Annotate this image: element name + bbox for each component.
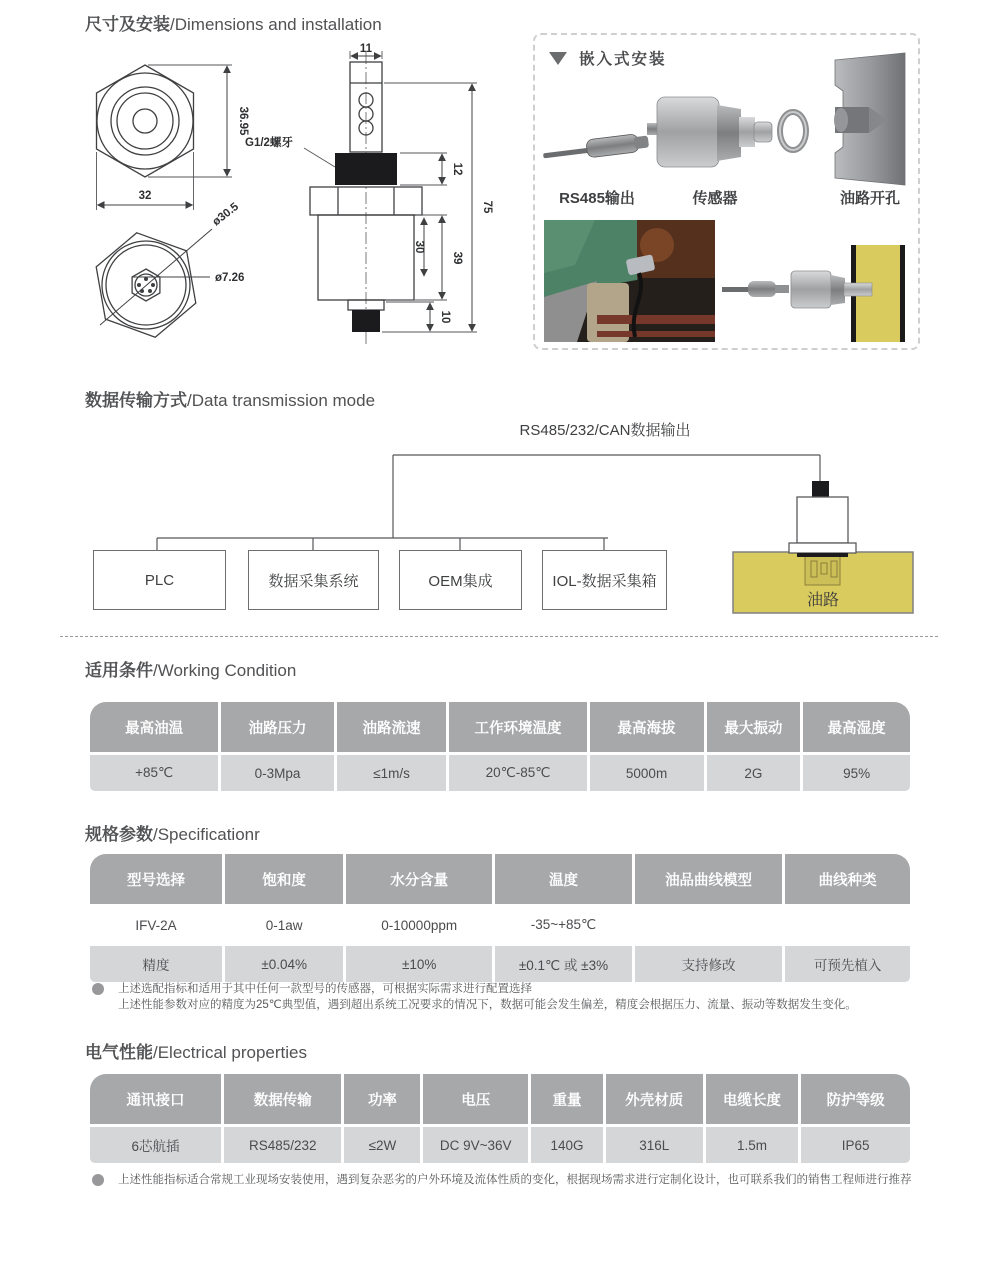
dim-thread-len: 12 — [451, 162, 463, 176]
table-header-cell: 电缆长度 — [706, 1074, 799, 1124]
table-cell: 精度 — [90, 946, 222, 982]
specification-table — [90, 854, 910, 982]
node-daq-system: 数据采集系统 — [248, 550, 379, 610]
table-cell: ≤1m/s — [337, 755, 447, 791]
dim-total-len: 75 — [481, 200, 493, 214]
spec-note — [90, 981, 930, 1013]
rs485-cable-graphic — [542, 133, 649, 164]
table-cell: +85℃ — [90, 755, 218, 791]
node-iol-box: IOL-数据采集箱 — [542, 550, 667, 610]
title-en: /Specificationr — [153, 825, 260, 844]
section-title-working — [85, 656, 296, 681]
spec-note-line1: 上述选配指标和适用于其中任何一款型号的传感器，可根据实际需求进行配置选择 — [118, 983, 532, 995]
side-view — [245, 43, 493, 345]
thread-label: G1/2螺牙 — [245, 137, 293, 149]
table-cell — [635, 907, 782, 943]
table-cell: ±0.04% — [225, 946, 343, 982]
table-header-cell: 油路流速 — [337, 702, 447, 752]
title-zh: 规格参数 — [85, 825, 153, 844]
title-zh: 尺寸及安装 — [85, 15, 170, 34]
table-header-cell: 重量 — [531, 1074, 603, 1124]
table-cell: 0-10000ppm — [346, 907, 492, 943]
section-title-spec — [85, 820, 260, 845]
table-header-cell: 型号选择 — [90, 854, 222, 904]
oil-line-sensor — [733, 481, 913, 613]
table-cell: 0-1aw — [225, 907, 343, 943]
table-cell: 140G — [531, 1127, 603, 1163]
front-view-hex — [97, 65, 250, 210]
dim-body-len: 39 — [451, 251, 463, 265]
dim-inner-len: 30 — [413, 240, 425, 254]
dim-tip-len: 10 — [439, 310, 451, 324]
table-header-cell: 最高海拔 — [590, 702, 704, 752]
table-cell: 20℃-85℃ — [449, 755, 586, 791]
node-plc: PLC — [93, 550, 226, 610]
o-ring-graphic — [780, 112, 806, 150]
table-header-cell: 电压 — [423, 1074, 528, 1124]
section-title-electrical — [85, 1038, 307, 1063]
embedded-install-panel — [533, 33, 920, 350]
bus-label: RS485/232/CAN数据输出 — [519, 422, 691, 439]
table-cell: 0-3Mpa — [221, 755, 333, 791]
bullet-icon — [92, 1174, 104, 1186]
title-zh: 适用条件 — [85, 661, 153, 680]
dim-hex-height: 36.95 — [237, 106, 249, 136]
working-condition-table — [90, 702, 910, 791]
dim-dia-outer: ø30.5 — [210, 200, 242, 229]
table-cell: ±0.1℃ 或 ±3% — [495, 946, 632, 982]
dim-hex-width: 32 — [138, 190, 152, 202]
table-header-cell: 油品曲线模型 — [635, 854, 782, 904]
table-cell: -35~+85℃ — [495, 907, 632, 943]
dashed-divider — [60, 636, 938, 637]
table-header-cell: 最大振动 — [707, 702, 801, 752]
table-header-cell: 曲线种类 — [785, 854, 910, 904]
electrical-table — [90, 1074, 910, 1163]
sensor-graphic — [647, 97, 772, 167]
table-cell: 6芯航插 — [90, 1127, 221, 1163]
table-cell: IFV-2A — [90, 907, 222, 943]
rear-view-hex — [96, 200, 244, 337]
table-cell: 95% — [803, 755, 910, 791]
table-header-cell: 防护等级 — [801, 1074, 910, 1124]
table-header-cell: 油路压力 — [221, 702, 333, 752]
bullet-icon — [92, 983, 104, 995]
section-title-transmission — [85, 386, 375, 411]
table-header-cell: 工作环境温度 — [449, 702, 586, 752]
table-header-cell: 温度 — [495, 854, 632, 904]
installation-photo — [544, 220, 715, 342]
title-en: /Data transmission mode — [187, 391, 376, 410]
table-header-cell: 最高湿度 — [803, 702, 910, 752]
table-cell: 316L — [606, 1127, 703, 1163]
table-header-cell: 水分含量 — [346, 854, 492, 904]
table-header-cell: 功率 — [344, 1074, 420, 1124]
panel-label-sensor: 传感器 — [692, 190, 738, 207]
table-cell: 可预先植入 — [785, 946, 910, 982]
dim-top-width: 11 — [359, 43, 373, 55]
oil-block-graphic — [834, 53, 905, 185]
table-header-cell: 数据传输 — [224, 1074, 341, 1124]
panel-title: 嵌入式安装 — [579, 51, 667, 68]
title-en: /Working Condition — [153, 661, 297, 680]
table-cell: 2G — [707, 755, 801, 791]
panel-label-rs485: RS485输出 — [559, 190, 635, 207]
table-header-cell: 最高油温 — [90, 702, 218, 752]
table-header-cell: 外壳材质 — [606, 1074, 703, 1124]
oil-label: 油路 — [806, 592, 840, 609]
title-en: /Dimensions and installation — [170, 15, 382, 34]
table-cell: DC 9V~36V — [423, 1127, 528, 1163]
electrical-note-line: 上述性能指标适合常规工业现场安装使用，遇到复杂恶劣的户外环境及流体性质的变化，根据现场需求进行定制化设计，也可联系我们的销售工程师进行推荐 — [118, 1174, 912, 1186]
table-cell: 1.5m — [706, 1127, 799, 1163]
insertion-render — [722, 245, 905, 342]
dim-dia-inner: ø7.26 — [215, 272, 245, 284]
title-en: /Electrical properties — [153, 1043, 308, 1062]
table-cell: 5000m — [590, 755, 704, 791]
table-cell: IP65 — [801, 1127, 910, 1163]
table-cell: RS485/232 — [224, 1127, 341, 1163]
dimension-drawing — [82, 40, 532, 352]
node-oem: OEM集成 — [399, 550, 522, 610]
table-header-cell: 通讯接口 — [90, 1074, 221, 1124]
table-cell: ≤2W — [344, 1127, 420, 1163]
table-cell: ±10% — [346, 946, 492, 982]
title-zh: 电气性能 — [85, 1043, 153, 1062]
title-zh: 数据传输方式 — [85, 391, 187, 410]
panel-label-oil-hole: 油路开孔 — [839, 190, 900, 207]
table-cell — [785, 907, 910, 943]
transmission-diagram — [60, 415, 940, 623]
electrical-note — [90, 1172, 930, 1188]
table-cell: 支持修改 — [635, 946, 782, 982]
table-header-cell: 饱和度 — [225, 854, 343, 904]
section-title-dimensions — [85, 10, 382, 35]
spec-note-line2: 上述性能参数对应的精度为25℃典型值，遇到超出系统工况要求的情况下，数据可能会发生偏差，精度会根据压力、流量、振动等数据发生变化。 — [118, 999, 857, 1011]
